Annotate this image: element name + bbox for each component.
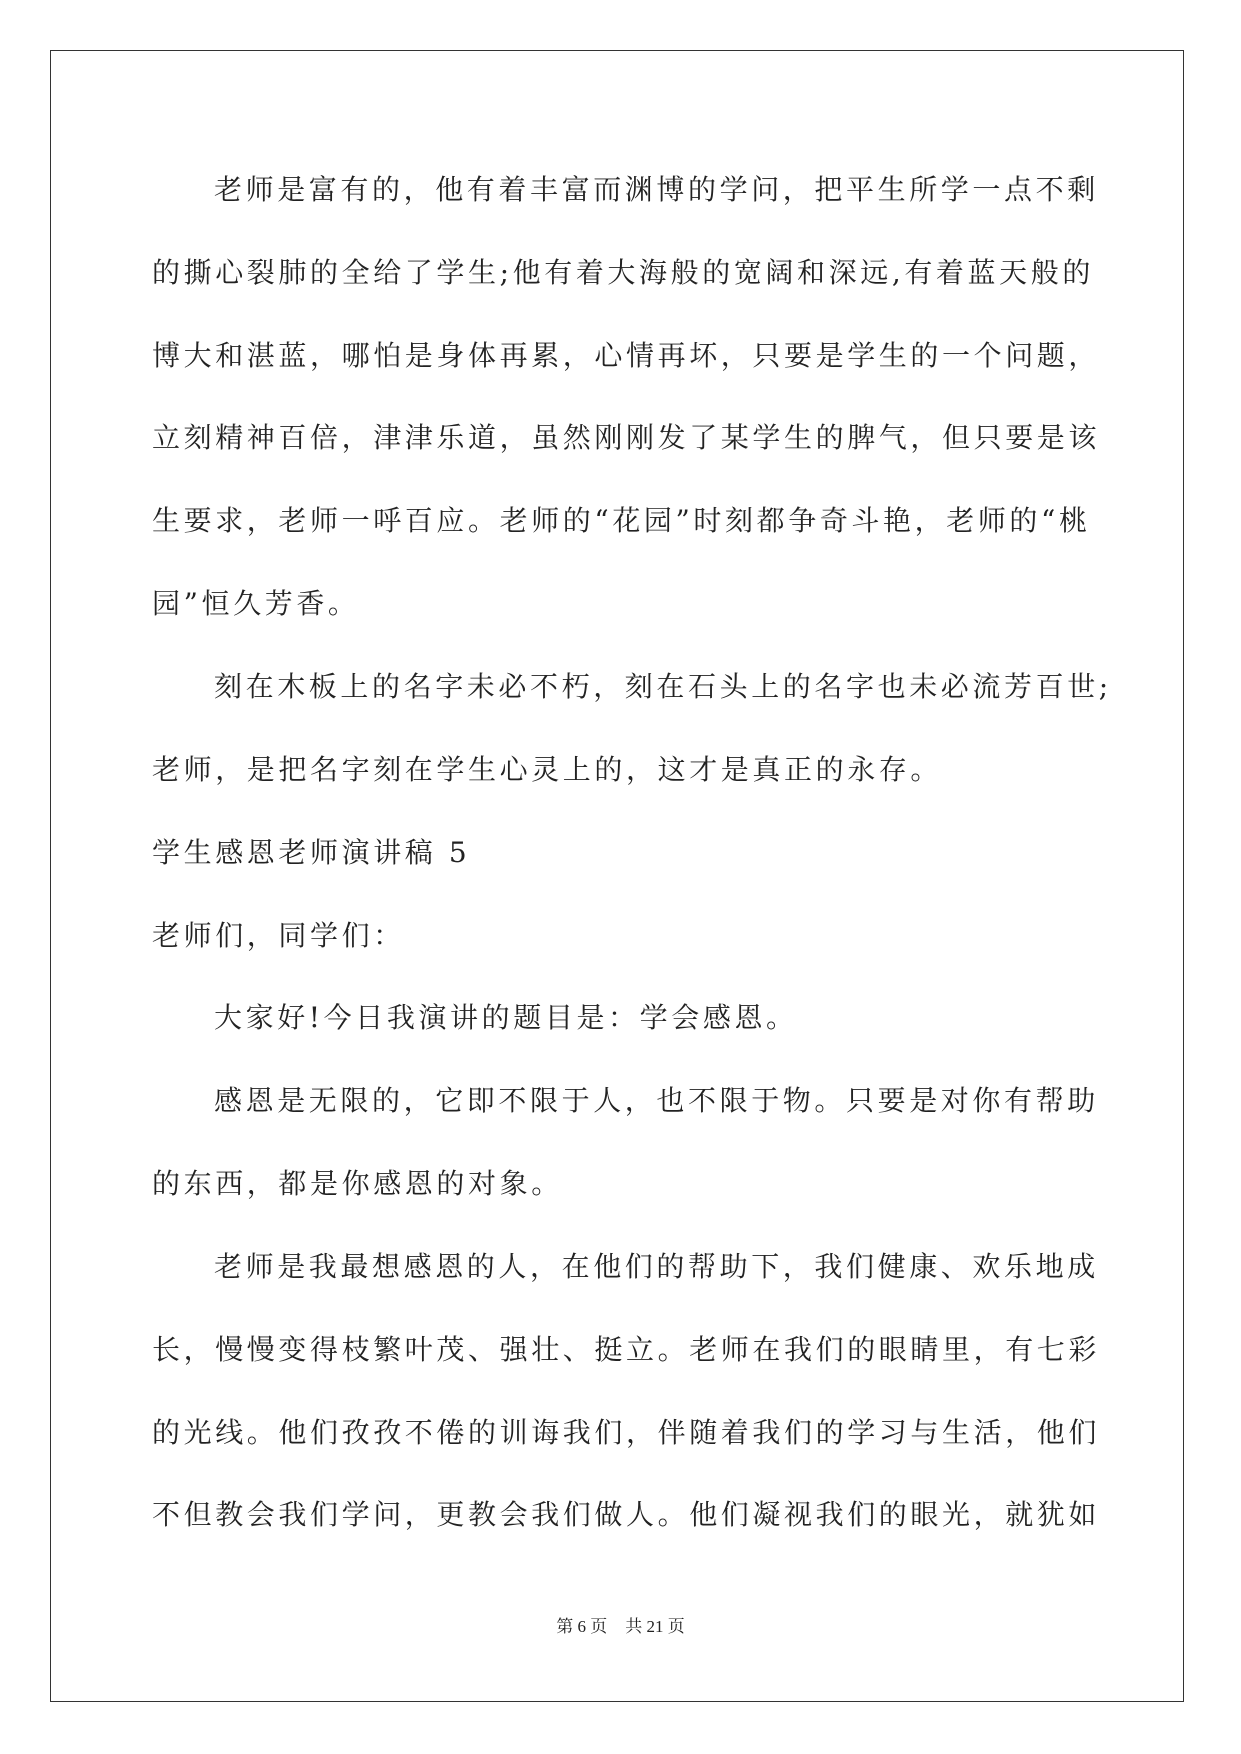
paragraph-line: 老师是我最想感恩的人，在他们的帮助下，我们健康、欢乐地成	[214, 1250, 1099, 1283]
page-footer	[0, 1616, 1241, 1638]
paragraph-line: 不但教会我们学问，更教会我们做人。他们凝视我们的眼光，就犹如	[152, 1498, 1101, 1531]
page-border	[50, 50, 1184, 1702]
paragraph-line: 的光线。他们孜孜不倦的训诲我们，伴随着我们的学习与生活，他们	[152, 1416, 1101, 1449]
page-number: 第 6 页	[556, 1617, 608, 1636]
paragraph-line: 生要求，老师一呼百应。老师的“花园”时刻都争奇斗艳，老师的“桃	[152, 504, 1091, 537]
paragraph-line: 的东西，都是你感恩的对象。	[152, 1167, 563, 1200]
paragraph-line: 长，慢慢变得枝繁叶茂、强壮、挺立。老师在我们的眼睛里，有七彩	[152, 1333, 1101, 1366]
paragraph-line: 老师是富有的，他有着丰富而渊博的学问，把平生所学一点不剩	[214, 173, 1099, 206]
paragraph-line: 感恩是无限的，它即不限于人，也不限于物。只要是对你有帮助	[214, 1084, 1099, 1117]
paragraph-line: 刻在木板上的名字未必不朽，刻在石头上的名字也未必流芳百世;	[214, 670, 1112, 703]
paragraph-line: 园”恒久芳香。	[152, 587, 360, 620]
paragraph-line: 立刻精神百倍，津津乐道，虽然刚刚发了某学生的脾气，但只要是该	[152, 421, 1101, 454]
paragraph-line: 老师，是把名字刻在学生心灵上的，这才是真正的永存。	[152, 753, 943, 786]
section-heading: 学生感恩老师演讲稿 5	[152, 836, 471, 869]
paragraph-line: 的撕心裂肺的全给了学生;他有着大海般的宽阔和深远,有着蓝天般的	[152, 256, 1094, 289]
paragraph-line: 大家好!今日我演讲的题目是：学会感恩。	[214, 1001, 798, 1034]
salutation: 老师们，同学们：	[152, 919, 405, 952]
page-total: 共 21 页	[625, 1617, 685, 1636]
paragraph-line: 博大和湛蓝，哪怕是身体再累，心情再坏，只要是学生的一个问题，	[152, 339, 1101, 372]
